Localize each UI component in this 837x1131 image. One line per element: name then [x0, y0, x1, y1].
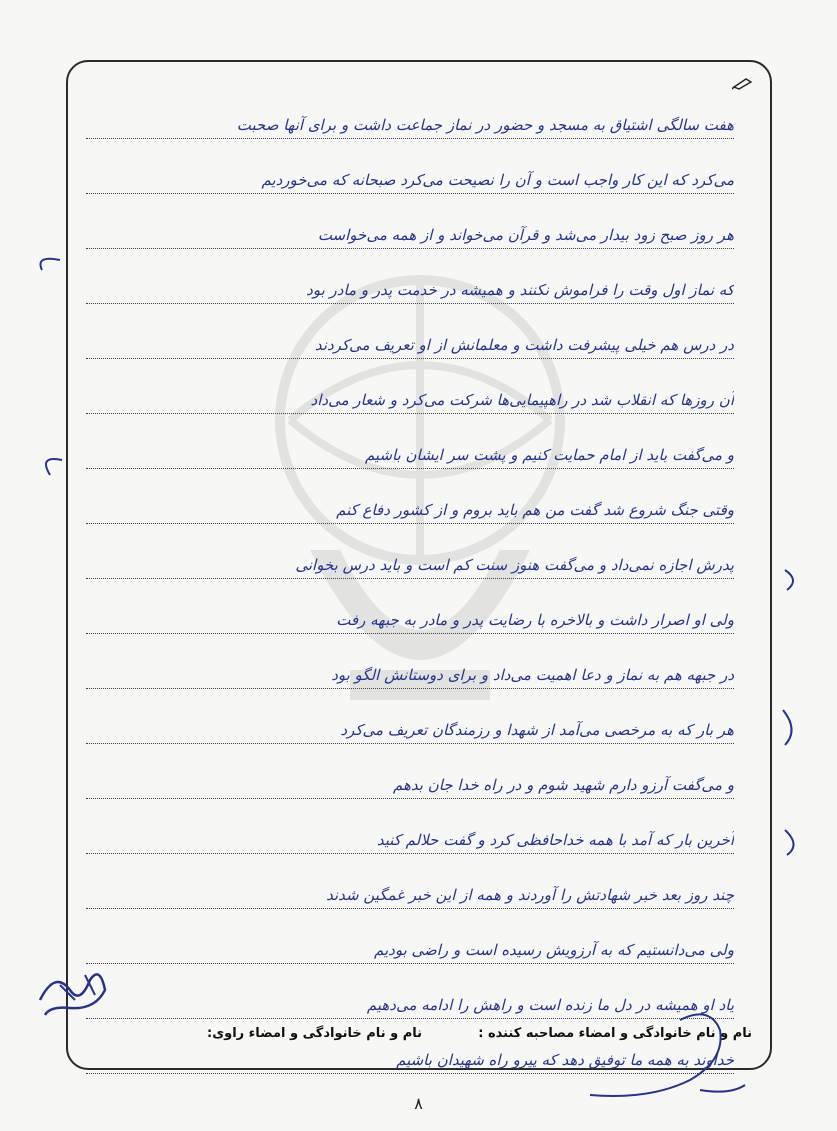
- handwritten-line: [86, 854, 734, 909]
- pen-icon: [732, 76, 754, 90]
- handwritten-line: [86, 634, 734, 689]
- handwritten-line-text: هر روز صبح زود بیدار می‌شد و قرآن می‌خواند و از همه می‌خواست: [317, 226, 734, 244]
- handwritten-line-text: آن روزها که انقلاب شد در راهپیمایی‌ها شرکت می‌کرد و شعار می‌داد: [310, 391, 734, 409]
- handwritten-line: [86, 84, 734, 139]
- handwritten-line: [86, 414, 734, 469]
- handwritten-line-text: یاد او همیشه در دل ما زنده است و راهش را ادامه می‌دهیم: [366, 996, 734, 1014]
- handwritten-line-text: در جبهه هم به نماز و دعا اهمیت می‌داد و برای دوستانش الگو بود: [331, 666, 734, 684]
- page-number: ۸: [414, 1094, 423, 1113]
- handwritten-line-text: ولی می‌دانستیم که به آرزویش رسیده است و راضی بودیم: [374, 941, 734, 959]
- handwritten-line: [86, 524, 734, 579]
- handwritten-line: [86, 249, 734, 304]
- handwritten-line: [86, 689, 734, 744]
- handwritten-line-text: چند روز بعد خبر شهادتش را آوردند و همه از این خبر غمگین شدند: [326, 886, 734, 904]
- handwritten-line: [86, 194, 734, 249]
- narrator-signature: [0, 960, 120, 1020]
- handwritten-line: [86, 304, 734, 359]
- handwritten-line-text: و می‌گفت باید از امام حمایت کنیم و پشت سر ایشان باشیم: [364, 446, 734, 464]
- handwritten-line-text: وقتی جنگ شروع شد گفت من هم باید بروم و از کشور دفاع کنم: [336, 501, 734, 519]
- handwritten-line: [86, 744, 734, 799]
- handwritten-line-text: ولی او اصرار داشت و بالاخره با رضایت پدر و مادر به جبهه رفت: [336, 611, 734, 629]
- handwritten-line-text: آخرین بار که آمد با همه خداحافظی کرد و گفت حلالم کنید: [376, 831, 734, 849]
- interviewer-signature-label: نام و نام خانوادگی و امضاء مصاحبه کننده :: [478, 1026, 752, 1041]
- form-frame: [66, 60, 772, 1070]
- handwritten-line-text: هفت سالگی اشتیاق به مسجد و حضور در نماز جماعت داشت و برای آنها صحبت: [236, 116, 734, 134]
- handwritten-line-text: و می‌گفت آرزو دارم شهید شوم و در راه خدا جان بدهم: [392, 776, 734, 794]
- handwritten-line-text: می‌کرد که این کار واجب است و آن را نصیحت می‌کرد صبحانه که می‌خوردیم: [261, 171, 734, 189]
- handwritten-line: [86, 469, 734, 524]
- handwritten-line-text: هر بار که به مرخصی می‌آمد از شهدا و رزمندگان تعریف می‌کرد: [340, 721, 734, 739]
- handwritten-line-text: خداوند به همه ما توفیق دهد که پیرو راه شهیدان باشیم: [396, 1051, 734, 1069]
- handwritten-line: [86, 909, 734, 964]
- handwritten-line: [86, 359, 734, 414]
- handwritten-line: [86, 579, 734, 634]
- handwritten-line-text: که نماز اول وقت را فراموش نکنند و همیشه در خدمت پدر و مادر بود: [306, 281, 734, 299]
- handwritten-line: [86, 799, 734, 854]
- handwritten-line-text: در درس هم خیلی پیشرفت داشت و معلمانش از او تعریف می‌کردند: [314, 336, 734, 354]
- narrator-signature-label: نام و نام خانوادگی و امضاء راوی:: [207, 1026, 422, 1041]
- handwriting-lines: [86, 84, 734, 1074]
- right-margin-ink-marks: [765, 560, 805, 860]
- margin-ink-marks: [30, 250, 70, 490]
- handwritten-line: [86, 139, 734, 194]
- handwritten-line-text: پدرش اجازه نمی‌داد و می‌گفت هنوز سنت کم است و باید درس بخوانی: [295, 556, 734, 574]
